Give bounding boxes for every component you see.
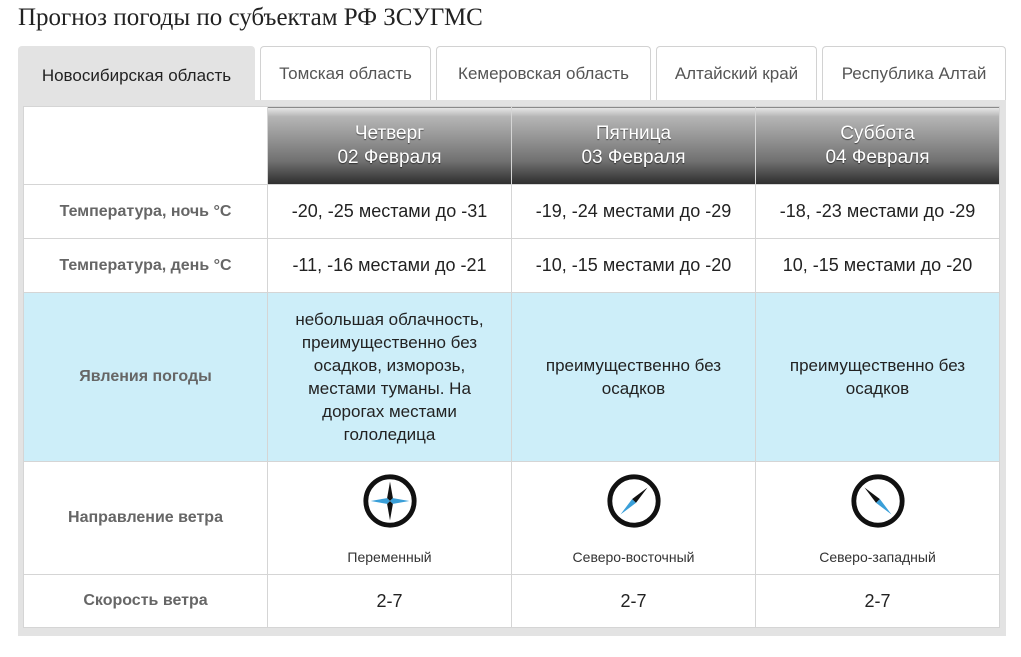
weather-line: дорогах местами [322, 402, 457, 421]
day-weekday: Четверг [354, 122, 425, 144]
weather-value [756, 293, 1000, 462]
table-row-weather [24, 293, 1000, 462]
row-label: Направление ветра [24, 462, 268, 575]
wind-direction-label: Переменный [347, 548, 432, 565]
day-date: 02 Февраля [337, 146, 442, 168]
weather-value [268, 293, 512, 462]
night-temp-value: -20, -25 местами до -31 [268, 185, 512, 239]
table-row-day-temp [24, 239, 1000, 293]
wind-speed-value: 2-7 [756, 575, 1000, 628]
tab-kemerovo[interactable]: Кемеровская область [436, 46, 651, 100]
tab-altai-krai[interactable]: Алтайский край [656, 46, 817, 100]
page-title: Прогноз погоды по субъектам РФ ЗСУГМС [18, 4, 483, 31]
table-row-wind-speed [24, 575, 1000, 628]
day-header [268, 107, 512, 185]
weather-line: осадков [845, 379, 910, 398]
row-label: Явления погоды [24, 293, 268, 462]
day-temp-value: -10, -15 местами до -20 [512, 239, 756, 293]
variable-wind-compass-icon [361, 472, 419, 530]
row-label: Температура, ночь °С [24, 185, 268, 239]
weather-line: небольшая облачность, [295, 310, 484, 329]
weather-line: гололедица [343, 425, 436, 444]
wind-direction-label: Северо-восточный [572, 548, 695, 565]
night-temp-value: -18, -23 местами до -29 [756, 185, 1000, 239]
table-row-wind-direction [24, 462, 1000, 575]
table-row-night-temp [24, 185, 1000, 239]
weather-line: преимущественно без [301, 333, 478, 352]
tab-tomsk[interactable]: Томская область [260, 46, 431, 100]
wind-direction-value [512, 462, 756, 575]
weather-line: преимущественно без [789, 356, 966, 375]
weather-line: осадков [601, 379, 666, 398]
weather-line: преимущественно без [545, 356, 722, 375]
day-date: 04 Февраля [825, 146, 930, 168]
wind-speed-value: 2-7 [512, 575, 756, 628]
day-temp-value: 10, -15 местами до -20 [756, 239, 1000, 293]
region-tabs [18, 46, 1006, 102]
day-date: 03 Февраля [581, 146, 686, 168]
day-header [512, 107, 756, 185]
weather-line: местами туманы. На [308, 379, 471, 398]
day-weekday: Суббота [840, 122, 915, 144]
header-corner [24, 107, 268, 185]
row-label: Температура, день °С [24, 239, 268, 293]
tab-novosibirsk[interactable]: Новосибирская область [18, 46, 255, 104]
day-temp-value: -11, -16 местами до -21 [268, 239, 512, 293]
wind-direction-label: Северо-западный [819, 548, 936, 565]
night-temp-value: -19, -24 местами до -29 [512, 185, 756, 239]
wind-direction-value [756, 462, 1000, 575]
northeast-wind-compass-icon [605, 472, 663, 530]
tab-altai-republic[interactable]: Республика Алтай [822, 46, 1006, 100]
wind-direction-value [268, 462, 512, 575]
wind-speed-value: 2-7 [268, 575, 512, 628]
table-header-row [24, 107, 1000, 185]
row-label: Скорость ветра [24, 575, 268, 628]
weather-value [512, 293, 756, 462]
weather-line: осадков, изморозь, [313, 356, 466, 375]
forecast-panel [18, 100, 1006, 636]
northwest-wind-compass-icon [849, 472, 907, 530]
day-weekday: Пятница [595, 122, 672, 144]
day-header [756, 107, 1000, 185]
forecast-table [23, 106, 1000, 628]
